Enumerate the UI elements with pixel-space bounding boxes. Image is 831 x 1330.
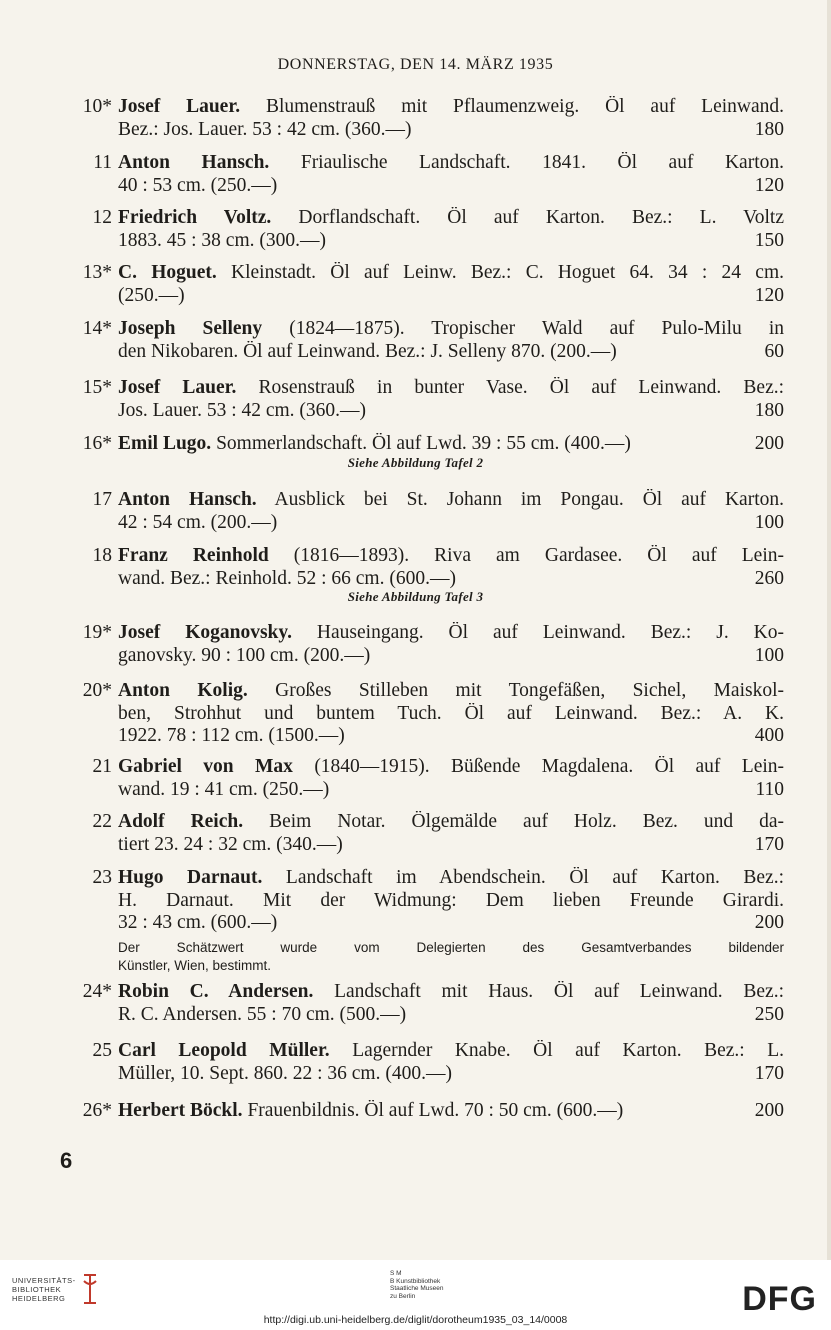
lot-number: 12 [92, 207, 112, 228]
page-number: 6 [60, 1148, 73, 1173]
lot-description-line [118, 489, 784, 511]
estimate-price: 180 [754, 399, 784, 421]
artist-name: Anton Hansch. [118, 489, 257, 510]
estimate-price: 250 [754, 1003, 784, 1025]
description-text: R. C. Andersen. 55 : 70 cm. (500.—) [118, 1003, 407, 1025]
lot-description-line [118, 119, 718, 141]
description-text: Friaulische Landschaft. 1841. Öl auf Karton. [300, 152, 784, 173]
lot-description-line [118, 912, 718, 934]
artist-name: C. Hoguet. [118, 262, 217, 283]
dfg-logo: DFG [742, 1280, 817, 1318]
description-text: Landschaft mit Haus. Öl auf Leinwand. Bez.: [334, 981, 784, 1002]
lot-description-line [118, 285, 718, 307]
lot-description-line [118, 152, 784, 174]
lot-description-line [118, 96, 784, 118]
description-text: (1840—1915). Büßende Magdalena. Öl auf Lein- [314, 756, 784, 777]
sm-kunstbibliothek-label [390, 1270, 443, 1300]
estimate-price: 170 [754, 1062, 784, 1084]
lot-description-line [118, 867, 784, 889]
lot-description-line [118, 568, 718, 590]
lot-number: 22 [92, 811, 112, 832]
permalink-url[interactable]: http://digi.ub.uni-heidelberg.de/diglit/dorotheum1935_03_14/0008 [263, 1314, 568, 1326]
lot-description-line [118, 512, 718, 534]
description-text: Blumenstrauß mit Pflaumenzweig. Öl auf Leinwand. [265, 96, 784, 117]
description-text: (1824—1875). Tropischer Wald auf Pulo-Milu in [289, 318, 784, 339]
estimate-price: 170 [754, 833, 784, 855]
lot-description-line [118, 756, 784, 778]
description-text: 1922. 78 : 112 cm. (1500.—) [118, 725, 345, 746]
artist-name: Anton Kolig. [118, 680, 248, 701]
artist-name: Emil Lugo. [118, 433, 212, 454]
sm-line-1: S M [390, 1270, 402, 1277]
description-text: Ausblick bei St. Johann im Pongau. Öl auf Karton. [274, 489, 784, 510]
description-text: Landschaft im Abendschein. Öl auf Karton. Bez.: [285, 867, 784, 888]
artist-name: Joseph Selleny [118, 318, 263, 339]
lot-number: 14* [82, 318, 112, 339]
lot-description-line [118, 262, 784, 284]
estimate-price: 100 [754, 511, 784, 533]
lot-description-line [118, 545, 784, 567]
lot-number: 23 [92, 867, 112, 888]
description-text: H. Darnaut. Mit der Widmung: Dem lieben Freunde Girardi. [118, 889, 784, 911]
artist-name: Josef Lauer. [118, 377, 237, 398]
description-text: Sommerlandschaft. Öl auf Lwd. 39 : 55 cm. (400.—) [216, 433, 631, 454]
estimate-price: 400 [754, 725, 784, 746]
lot-description-line [118, 834, 718, 856]
description-text: (1816—1893). Riva am Gardasee. Öl auf Lein- [293, 545, 784, 566]
estimate-price: 120 [754, 174, 784, 196]
description-text: (250.—) [118, 284, 185, 306]
lot-number: 11 [93, 152, 112, 173]
lot-description-line [118, 811, 784, 833]
lot-description-line [118, 703, 784, 725]
description-text: 40 : 53 cm. (250.—) [118, 174, 278, 196]
sm-line-2: B Kunstbibliothek [390, 1277, 441, 1285]
lot-number: 25 [92, 1040, 112, 1061]
lot-description-line [118, 341, 718, 363]
description-text: Großes Stilleben mit Tongefäßen, Sichel, Maiskol- [275, 680, 784, 701]
lot-number: 20* [82, 680, 112, 701]
description-text: Kleinstadt. Öl auf Leinw. Bez.: C. Hoguet 64. 34 : 24 cm. [231, 262, 784, 283]
estimate-price: 150 [754, 229, 784, 251]
artist-name: Robin C. Andersen. [118, 981, 314, 1002]
sm-line-3: Staatliche Museen [390, 1285, 444, 1292]
artist-name: Gabriel von Max [118, 756, 293, 777]
description-text: Lagernder Knabe. Öl auf Karton. Bez.: L. [352, 1040, 784, 1061]
sm-line-4: zu Berlin [390, 1292, 416, 1300]
lot-description-line [118, 981, 784, 1003]
lot-number: 19* [82, 622, 112, 643]
lot-number: 17 [92, 489, 112, 510]
description-text: ganovsky. 90 : 100 cm. (200.—) [118, 644, 371, 666]
university-logo-icon [80, 1273, 100, 1305]
artist-name: Herbert Böckl. [118, 1100, 243, 1121]
estimate-price: 60 [764, 340, 784, 362]
lot-description-line [118, 1063, 718, 1085]
description-text: Hauseingang. Öl auf Leinwand. Bez.: J. Ko- [316, 622, 784, 643]
description-text: Müller, 10. Sept. 860. 22 : 36 cm. (400.—) [118, 1062, 452, 1084]
note-line: Künstler, Wien, bestimmt. [118, 957, 272, 973]
description-text: wand. 19 : 41 cm. (250.—) [118, 778, 330, 800]
lot-description-line [118, 680, 784, 702]
lot-description-line [118, 725, 718, 747]
estimate-price: 110 [755, 778, 784, 800]
lot-description-line [118, 230, 718, 252]
university-line-3: HEIDELBERG [12, 1294, 66, 1303]
artist-name: Josef Koganovsky. [118, 622, 292, 643]
description-text: 32 : 43 cm. (600.—) [118, 912, 278, 933]
university-library-label [12, 1276, 76, 1303]
lot-number: 16* [82, 433, 112, 454]
description-text: Rosenstrauß in bunter Vase. Öl auf Leinwand. Bez.: [258, 377, 784, 398]
lot-number: 18 [92, 545, 112, 566]
lot-description-line [118, 400, 718, 422]
lot-number: 10* [82, 96, 112, 117]
artist-name: Josef Lauer. [118, 96, 241, 117]
artist-name: Hugo Darnaut. [118, 867, 263, 888]
description-text: 42 : 54 cm. (200.—) [118, 511, 278, 533]
lot-description-line [118, 1040, 784, 1062]
description-text: Jos. Lauer. 53 : 42 cm. (360.—) [118, 399, 367, 421]
lot-description-line [118, 1004, 718, 1026]
artist-name: Anton Hansch. [118, 152, 270, 173]
lot-number: 24* [82, 981, 112, 1002]
lot-description-line [118, 318, 784, 340]
lot-description-line [118, 377, 784, 399]
description-text: Frauenbildnis. Öl auf Lwd. 70 : 50 cm. (600.—) [247, 1100, 624, 1121]
estimate-price: 260 [754, 567, 784, 589]
description-text: Bez.: Jos. Lauer. 53 : 42 cm. (360.—) [118, 118, 412, 140]
estimate-price: 180 [754, 118, 784, 140]
lot-number: 13* [82, 262, 112, 283]
estimate-price: 200 [754, 1100, 784, 1121]
entry-note [118, 939, 784, 975]
description-text: 1883. 45 : 38 cm. (300.—) [118, 229, 326, 251]
lot-description-line [118, 175, 718, 197]
university-line-1: UNIVERSITÄTS- [12, 1276, 76, 1285]
lot-description-line [118, 890, 784, 912]
estimate-price: 200 [754, 433, 784, 454]
artist-name: Adolf Reich. [118, 811, 244, 832]
lot-description-line [118, 779, 718, 801]
artist-name: Carl Leopold Müller. [118, 1040, 330, 1061]
lot-description-line [118, 622, 784, 644]
description-text: Beim Notar. Ölgemälde auf Holz. Bez. und da- [269, 811, 784, 832]
lot-number: 26* [82, 1100, 112, 1121]
lot-number: 15* [82, 377, 112, 398]
description-text: ben, Strohhut und buntem Tuch. Öl auf Leinwand. Bez.: A. K. [118, 702, 784, 724]
description-text: den Nikobaren. Öl auf Leinwand. Bez.: J. Selleny 870. (200.—) [118, 340, 617, 362]
lot-description-line [118, 645, 718, 667]
university-line-2: BIBLIOTHEK [12, 1285, 62, 1294]
description-text: wand. Bez.: Reinhold. 52 : 66 cm. (600.—) [118, 567, 456, 589]
note-line: Der Schätzwert wurde vom Delegierten des Gesamtverbandes bildender [118, 939, 784, 955]
estimate-price: 200 [754, 912, 784, 933]
artist-name: Franz Reinhold [118, 545, 269, 566]
estimate-price: 100 [754, 644, 784, 666]
lot-description-line [118, 1100, 718, 1122]
illustration-reference: Siehe Abbildung Tafel 2 [347, 454, 484, 470]
artist-name: Friedrich Voltz. [118, 207, 272, 228]
lot-description-line [118, 207, 784, 229]
description-text: Dorflandschaft. Öl auf Karton. Bez.: L. Voltz [298, 207, 784, 228]
page-header: DONNERSTAG, DEN 14. MÄRZ 1935 [277, 56, 554, 73]
illustration-reference: Siehe Abbildung Tafel 3 [347, 589, 484, 604]
lot-description-line [118, 433, 718, 455]
description-text: tiert 23. 24 : 32 cm. (340.—) [118, 833, 343, 855]
lot-number: 21 [92, 756, 112, 777]
estimate-price: 120 [754, 284, 784, 306]
footer [0, 1260, 831, 1330]
